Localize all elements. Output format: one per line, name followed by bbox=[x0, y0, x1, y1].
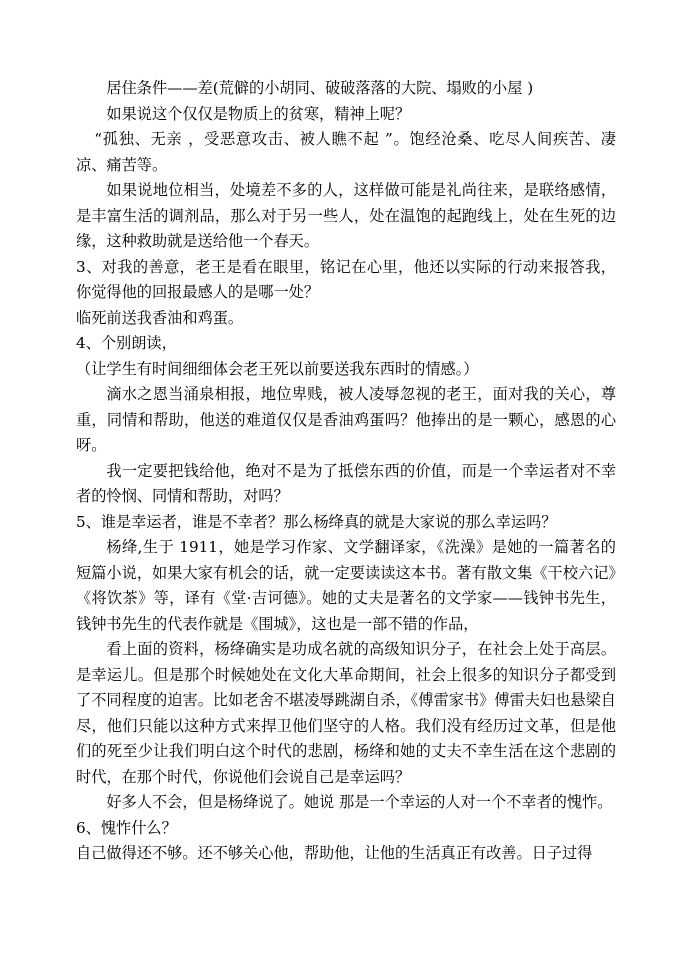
paragraph-compassion: 我一定要把钱给他，绝对不是为了抵偿东西的价值，而是一个幸运者对不幸者的怜悯、同情和帮助，对吗？ bbox=[76, 461, 616, 505]
paragraph-spiritual-question: 如果说这个仅仅是物质上的贫寒，精神上呢？ bbox=[106, 104, 411, 123]
question-6: 6、愧怍什么？ bbox=[76, 818, 177, 837]
item-4-reading: 4、个别朗读， bbox=[76, 334, 177, 352]
answer-3: 临死前送我香油和鸡蛋。 bbox=[76, 308, 244, 327]
document-body bbox=[76, 76, 616, 867]
answer-6: 自己做得还不够。还不够关心他，帮助他，让他的生活真正有改善。日子过得 bbox=[76, 844, 593, 862]
paragraph-living-conditions: 居住条件——差(荒僻的小胡同、破破落落的大院、塌败的小屋 ) bbox=[106, 79, 534, 97]
paragraph-yang-jiang-bio: 杨绛,生于 1911，她是学习作家、文学翻译家，《洗澡》是她的一篇著名的短篇小说，如果大家有机会的话，就一定要读读这本书。著有散文集《干校六记》《将饮茶》等，译有《堂·吉诃德》。她的丈夫是著名的文学家——钱钟书先生，钱钟书先生的代表作就是《围城》，这也是一部不错的作品， bbox=[76, 538, 616, 633]
question-5: 5、谁是幸运者，谁是不幸者？那么杨绛真的就是大家说的那么幸运吗？ bbox=[76, 512, 557, 531]
question-3: 3、对我的善意，老王是看在眼里，铭记在心里，他还以实际的行动来报答我，你觉得他的回报最感人的是哪一处？ bbox=[76, 257, 616, 301]
paragraph-loneliness: “孤独、无亲 ，受恶意攻击、被人瞧不起 ”。饱经沧桑、吃尽人间疾苦、凄凉、痛苦等。 bbox=[76, 130, 616, 174]
paragraph-gratitude: 滴水之恩当涌泉相报，地位卑贱，被人凌辱忽视的老王，面对我的关心，尊重，同情和帮助，他送的难道仅仅是香油鸡蛋吗？他捧出的是一颗心，感恩的心呀。 bbox=[76, 385, 616, 454]
paragraph-cultural-revolution: 看上面的资料，杨绛确实是功成名就的高级知识分子，在社会上处于高层。是幸运儿。但是那个时候她处在文化大革命期间，社会上很多的知识分子都受到了不同程度的迫害。比如老舍不堪凌辱跳湖自杀，《傅雷家书》傅雷夫妇也悬梁自尽，他们只能以这种方式来捍卫他们坚守的人格。我们没有经历过文革，但是他们的死至少让我们明白这个时代的悲剧，杨绛和她的丈夫不幸生活在这个悲剧的时代，在那个时代，你说他们会说自己是幸运吗？ bbox=[76, 640, 616, 786]
paragraph-spring-gift: 如果说地位相当，处境差不多的人，这样做可能是礼尚往来，是联络感情，是丰富生活的调剂品，那么对于另一些人，处在温饱的起跑线上，处在生死的边缘，这种救助就是送给他一个春天。 bbox=[76, 181, 616, 250]
item-4-note: （让学生有时间细细体会老王死以前要送我东西时的情感。） bbox=[76, 359, 479, 378]
paragraph-guilt: 好多人不会，但是杨绛说了。她说 那是一个幸运的人对一个不幸者的愧怍。 bbox=[106, 793, 613, 811]
